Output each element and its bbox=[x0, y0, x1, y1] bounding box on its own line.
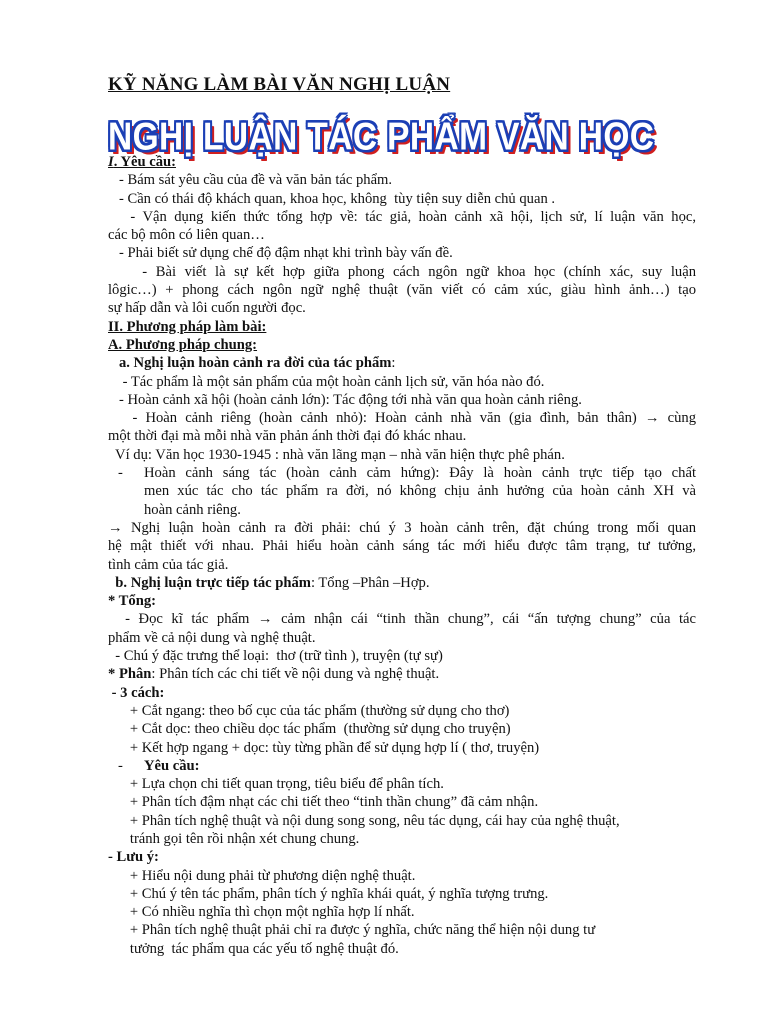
a-conclusion-line: → Nghị luận hoàn cảnh ra đời phải: chú ý 3 hoàn cảnh trên, đặt chúng trong mối quan bbox=[108, 519, 696, 536]
b-heading bbox=[108, 574, 696, 592]
note-item: tưởng tác phẩm qua các yếu tố nghệ thuật đó. bbox=[108, 940, 399, 957]
section-1-item: lôgic…) + phong cách ngôn ngữ nghệ thuật (văn viết có cảm xúc, giàu hình ảnh…) tạo bbox=[108, 282, 696, 299]
subsection-a-title: A. Phương pháp chung: bbox=[108, 336, 258, 353]
phan-title-rest: : Phân tích các chi tiết về nội dung và nghệ thuật. bbox=[151, 666, 440, 683]
a-conclusion-line: tình cảm của tác giả. bbox=[108, 556, 229, 573]
a-item: - Hoàn cảnh riêng (hoàn cảnh nhỏ): Hoàn cảnh nhà văn (gia đình, bản thân) → cùng bbox=[108, 410, 696, 427]
tong-item: - Đọc kĩ tác phẩm → cảm nhận cái “tinh thần chung”, cái “ấn tượng chung” của tác bbox=[108, 611, 696, 628]
section-1-item: - Bài viết là sự kết hợp giữa phong cách ngôn ngữ khoa học (chính xác, suy luận bbox=[108, 263, 696, 280]
requirement-heading bbox=[108, 757, 696, 775]
three-ways-item: + Kết hợp ngang + dọc: tùy từng phần để sử dụng hợp lí ( thơ, truyện) bbox=[108, 739, 540, 756]
requirement-item: + Phân tích đậm nhạt các chi tiết theo “tinh thần chung” đã cảm nhận. bbox=[108, 794, 539, 811]
three-ways-title: - 3 cách: bbox=[108, 684, 165, 701]
section-1-item: các bộ môn có liên quan… bbox=[108, 227, 265, 244]
requirement-item: + Phân tích nghệ thuật và nội dung song song, nêu tác dụng, cái hay của nghệ thuật, bbox=[108, 812, 620, 829]
a-dash-line: Hoàn cảnh sáng tác (hoàn cảnh cảm hứng): Đây là hoàn cảnh trực tiếp tạo chất bbox=[144, 465, 696, 482]
a-heading-colon: : bbox=[391, 355, 396, 372]
a-prefix: a. bbox=[108, 355, 134, 372]
a-dash-item bbox=[108, 464, 696, 519]
note-item: + Có nhiều nghĩa thì chọn một nghĩa hợp lí nhất. bbox=[108, 904, 415, 921]
wordart-banner-title: NGHỊ LUẬN TÁC PHẨM VĂN HỌC bbox=[108, 116, 655, 159]
b-heading-text: Nghị luận trực tiếp tác phẩm bbox=[130, 574, 311, 591]
requirement-item: tránh gọi tên rồi nhận xét chung chung. bbox=[108, 830, 360, 847]
a-dash-line: hoàn cảnh riêng. bbox=[144, 501, 241, 518]
three-ways-item: + Cắt ngang: theo bố cục của tác phẩm (thường sử dụng cho thơ) bbox=[108, 702, 510, 719]
section-1-title-text: . Yêu cầu: bbox=[113, 154, 176, 170]
three-ways-item: + Cắt dọc: theo chiều dọc tác phẩm (thường sử dụng cho truyện) bbox=[108, 721, 511, 738]
note-item: + Hiểu nội dung phải từ phương diện nghệ thuật. bbox=[108, 867, 416, 884]
tong-item: - Chú ý đặc trưng thể loại: thơ (trữ tình ), truyện (tự sự) bbox=[108, 648, 443, 665]
tong-item: phẩm về cả nội dung và nghệ thuật. bbox=[108, 629, 316, 646]
phan-title-text: * Phân bbox=[108, 666, 152, 683]
a-conclusion-line: hệ mật thiết với nhau. Phải hiểu hoàn cảnh sáng tác mới hiểu được tâm trạng, tư tưởng, bbox=[108, 538, 696, 555]
dash-marker: - bbox=[118, 465, 123, 482]
a-heading bbox=[108, 354, 696, 372]
a-dash-line: men xúc tác cho tác phẩm ra đời, nó không chịu ảnh hưởng của hoàn cảnh XH và bbox=[144, 483, 696, 500]
a-item: - Tác phẩm là một sản phẩm của một hoàn cảnh lịch sử, văn hóa nào đó. bbox=[108, 373, 545, 390]
requirement-title: Yêu cầu: bbox=[144, 757, 200, 774]
phan-title bbox=[108, 665, 696, 683]
tong-title: * Tổng: bbox=[108, 593, 156, 610]
document-body bbox=[108, 153, 696, 958]
section-1-title bbox=[108, 153, 696, 171]
section-1-roman: I bbox=[108, 154, 114, 170]
section-2-title: II. Phương pháp làm bài: bbox=[108, 318, 267, 335]
note-item: + Chú ý tên tác phẩm, phân tích ý nghĩa khái quát, ý nghĩa tượng trưng. bbox=[108, 885, 549, 902]
b-heading-rest: : Tổng –Phân –Hợp. bbox=[310, 574, 430, 591]
section-1-item: sự hấp dẫn và lôi cuốn người đọc. bbox=[108, 300, 306, 317]
dash-marker: - bbox=[118, 757, 123, 774]
a-heading-text: Nghị luận hoàn cảnh ra đời của tác phẩm bbox=[133, 355, 392, 372]
a-item: - Hoàn cảnh xã hội (hoàn cảnh lớn): Tác động tới nhà văn qua hoàn cảnh riêng. bbox=[108, 391, 582, 408]
note-title: - Lưu ý: bbox=[108, 849, 159, 866]
section-1-item: - Bám sát yêu cầu của đề và văn bản tác phẩm. bbox=[108, 172, 393, 189]
document-heading: KỸ NĂNG LÀM BÀI VĂN NGHỊ LUẬN bbox=[108, 74, 451, 95]
b-prefix: b. bbox=[108, 574, 131, 591]
note-item: + Phân tích nghệ thuật phải chỉ ra được ý nghĩa, chức năng thể hiện nội dung tư bbox=[108, 922, 596, 939]
section-1-item: - Vận dụng kiến thức tổng hợp về: tác giả, hoàn cảnh xã hội, lịch sử, lí luận văn học, bbox=[108, 208, 696, 225]
a-item: một thời đại mà mỗi nhà văn phản ánh thời đại đó khác nhau. bbox=[108, 428, 467, 445]
section-1-item: - Phải biết sử dụng chế độ đậm nhạt khi trình bày vấn đề. bbox=[108, 245, 453, 262]
a-item: Ví dụ: Văn học 1930-1945 : nhà văn lãng mạn – nhà văn hiện thực phê phán. bbox=[108, 446, 565, 463]
section-1-item: - Cần có thái độ khách quan, khoa học, không tùy tiện suy diễn chủ quan . bbox=[108, 190, 556, 207]
requirement-item: + Lựa chọn chi tiết quan trọng, tiêu biểu để phân tích. bbox=[108, 776, 444, 793]
